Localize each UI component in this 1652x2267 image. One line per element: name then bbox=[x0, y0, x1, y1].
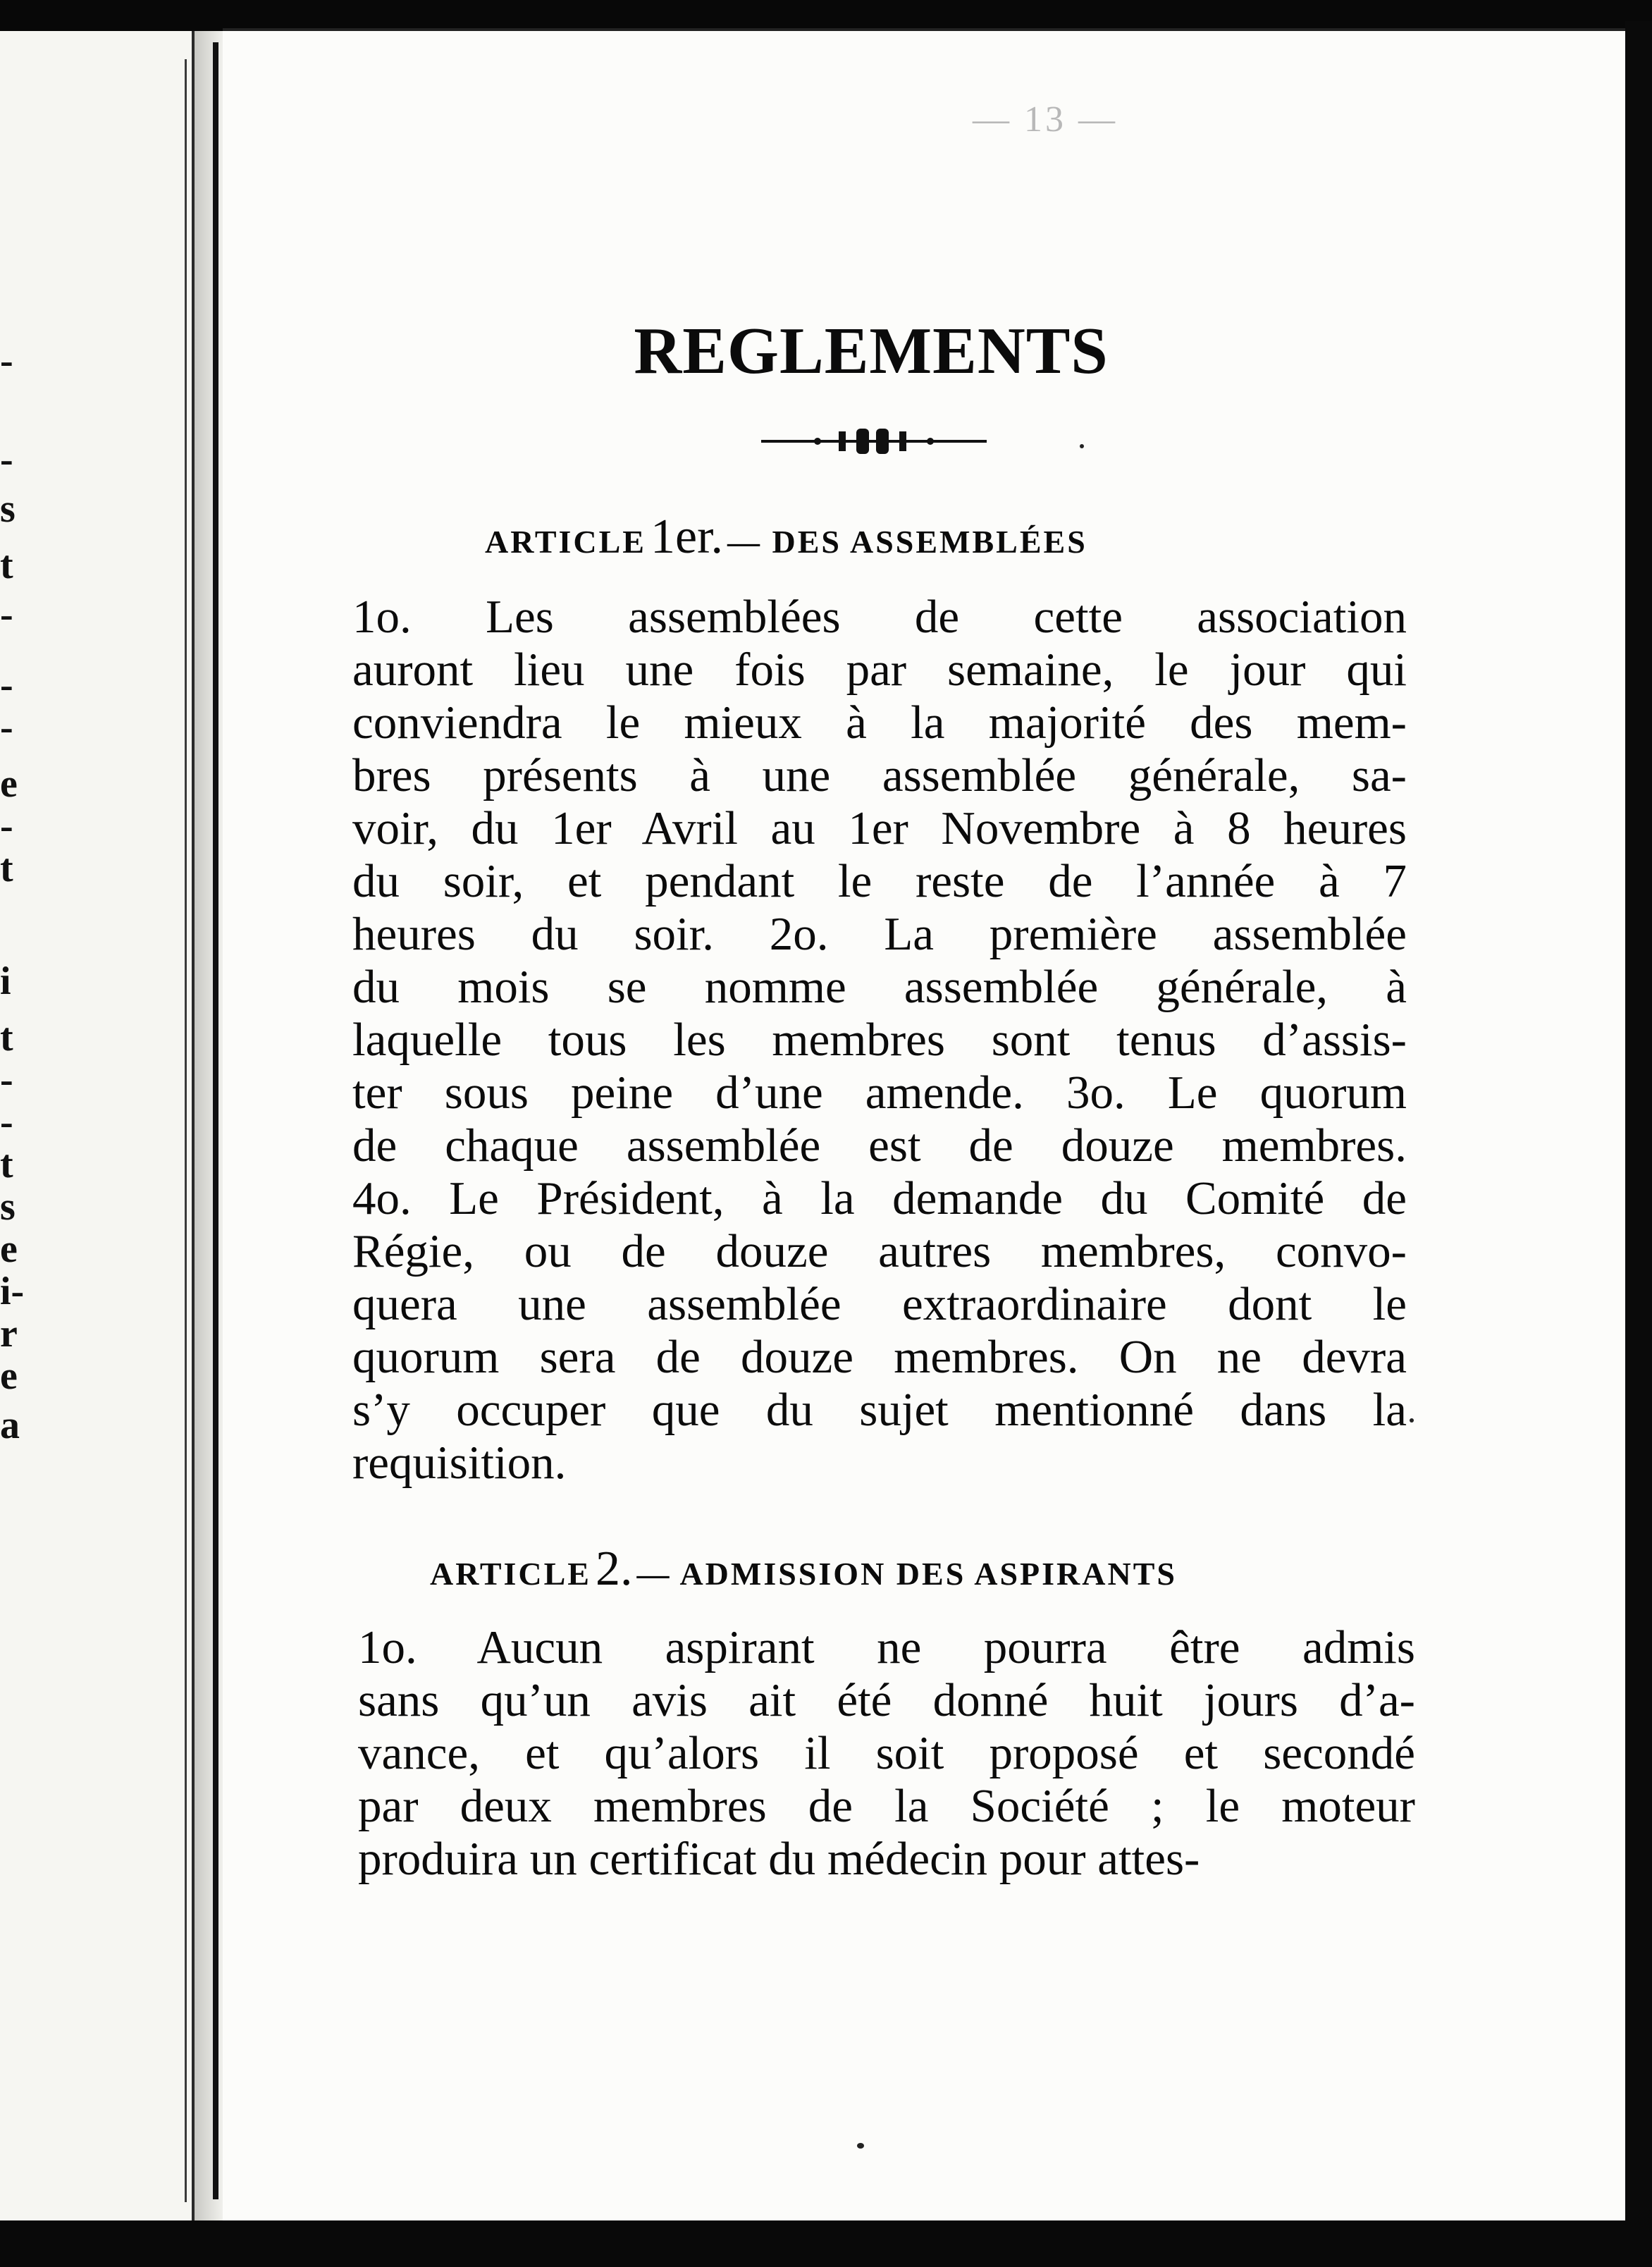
scan-border-bottom bbox=[0, 2220, 1652, 2267]
previous-page-glyph: - bbox=[0, 1100, 13, 1144]
article-1-body bbox=[352, 591, 1407, 1489]
text-line: produira un certificat du médecin pour attes- bbox=[358, 1833, 1200, 1885]
text-line: auront lieu une fois par semaine, le jour qui bbox=[352, 644, 1407, 696]
previous-page-glyph: s bbox=[0, 487, 16, 531]
previous-page-glyph: e bbox=[0, 762, 18, 806]
text-line: quorum sera de douze membres. On ne devra bbox=[352, 1331, 1407, 1383]
text-line: voir, du 1er Avril au 1er Novembre à 8 heures bbox=[352, 802, 1407, 854]
previous-page-glyph: - bbox=[0, 339, 13, 383]
article-2-heading-prefix: ARTICLE bbox=[430, 1556, 591, 1592]
text-line: quera une assemblée extraordinaire dont le bbox=[352, 1278, 1407, 1330]
previous-page-glyph: i- bbox=[0, 1270, 25, 1313]
text-line: 1o. Les assemblées de cette association bbox=[352, 591, 1407, 643]
article-2-heading-title: — ADMISSION DES ASPIRANTS bbox=[636, 1556, 1177, 1592]
page-title-text: REGLEMENTS bbox=[634, 314, 1109, 388]
article-2-heading bbox=[430, 1541, 1177, 1597]
previous-page-glyph: - bbox=[0, 804, 13, 848]
text-line: laquelle tous les membres sont tenus d’assis- bbox=[352, 1014, 1407, 1066]
text-line: 4o. Le Président, à la demande du Comité de bbox=[352, 1172, 1407, 1224]
previous-page-glyph: e bbox=[0, 1354, 18, 1398]
previous-page-glyph: - bbox=[0, 1058, 13, 1102]
paper-speck bbox=[1410, 1418, 1414, 1423]
text-line: du soir, et pendant le reste de l’année à 7 bbox=[352, 855, 1407, 907]
previous-page-glyph: s bbox=[0, 1185, 16, 1229]
paper-speck bbox=[1080, 444, 1084, 448]
previous-page-glyph: - bbox=[0, 663, 13, 707]
text-line: par deux membres de la Société ; le moteur bbox=[358, 1780, 1415, 1832]
text-line: ter sous peine d’une amende. 3o. Le quorum bbox=[352, 1067, 1407, 1119]
text-line: du mois se nomme assemblée générale, à bbox=[352, 961, 1407, 1013]
page-number: — 13 — bbox=[973, 99, 1118, 140]
text-line: vance, et qu’alors il soit proposé et secondé bbox=[358, 1727, 1415, 1779]
text-line: bres présents à une assemblée générale, sa- bbox=[352, 749, 1407, 801]
text-line: sans qu’un avis ait été donné huit jours d’a- bbox=[358, 1674, 1415, 1726]
text-line: 1o. Aucun aspirant ne pourra être admis bbox=[358, 1621, 1415, 1673]
paper-speck bbox=[857, 2143, 864, 2149]
article-2-heading-number: 2. bbox=[596, 1542, 633, 1596]
previous-page-glyph: - bbox=[0, 706, 13, 749]
article-2-body bbox=[358, 1621, 1415, 1886]
article-1-heading bbox=[485, 509, 1087, 565]
previous-page-glyph: a bbox=[0, 1403, 20, 1447]
article-1-heading-title: — DES ASSEMBLÉES bbox=[727, 524, 1087, 560]
previous-page-glyph: t bbox=[0, 1016, 13, 1059]
previous-page-glyph: e bbox=[0, 1227, 18, 1271]
title-ornament-divider bbox=[761, 423, 987, 458]
article-1-heading-prefix: ARTICLE bbox=[485, 524, 646, 560]
previous-page-glyph: i bbox=[0, 959, 11, 1003]
previous-page-glyph: - bbox=[0, 593, 13, 637]
previous-page-glyph: r bbox=[0, 1312, 18, 1356]
text-line: Régie, ou de douze autres membres, convo- bbox=[352, 1225, 1407, 1277]
previous-page-glyph: t bbox=[0, 847, 13, 890]
previous-page-glyph: t bbox=[0, 543, 13, 587]
text-line: s’y occuper que du sujet mentionné dans la bbox=[352, 1384, 1407, 1436]
previous-page-glyph: - bbox=[0, 438, 13, 481]
page-title bbox=[0, 313, 1652, 389]
text-line: conviendra le mieux à la majorité des mem- bbox=[352, 696, 1407, 749]
previous-page-glyph: t bbox=[0, 1143, 13, 1186]
text-line: de chaque assemblée est de douze membres. bbox=[352, 1119, 1407, 1172]
text-line: heures du soir. 2o. La première assemblée bbox=[352, 908, 1407, 960]
text-line: requisition. bbox=[352, 1437, 567, 1489]
scan-border-top bbox=[0, 0, 1652, 31]
article-1-heading-number: 1er. bbox=[651, 510, 724, 564]
